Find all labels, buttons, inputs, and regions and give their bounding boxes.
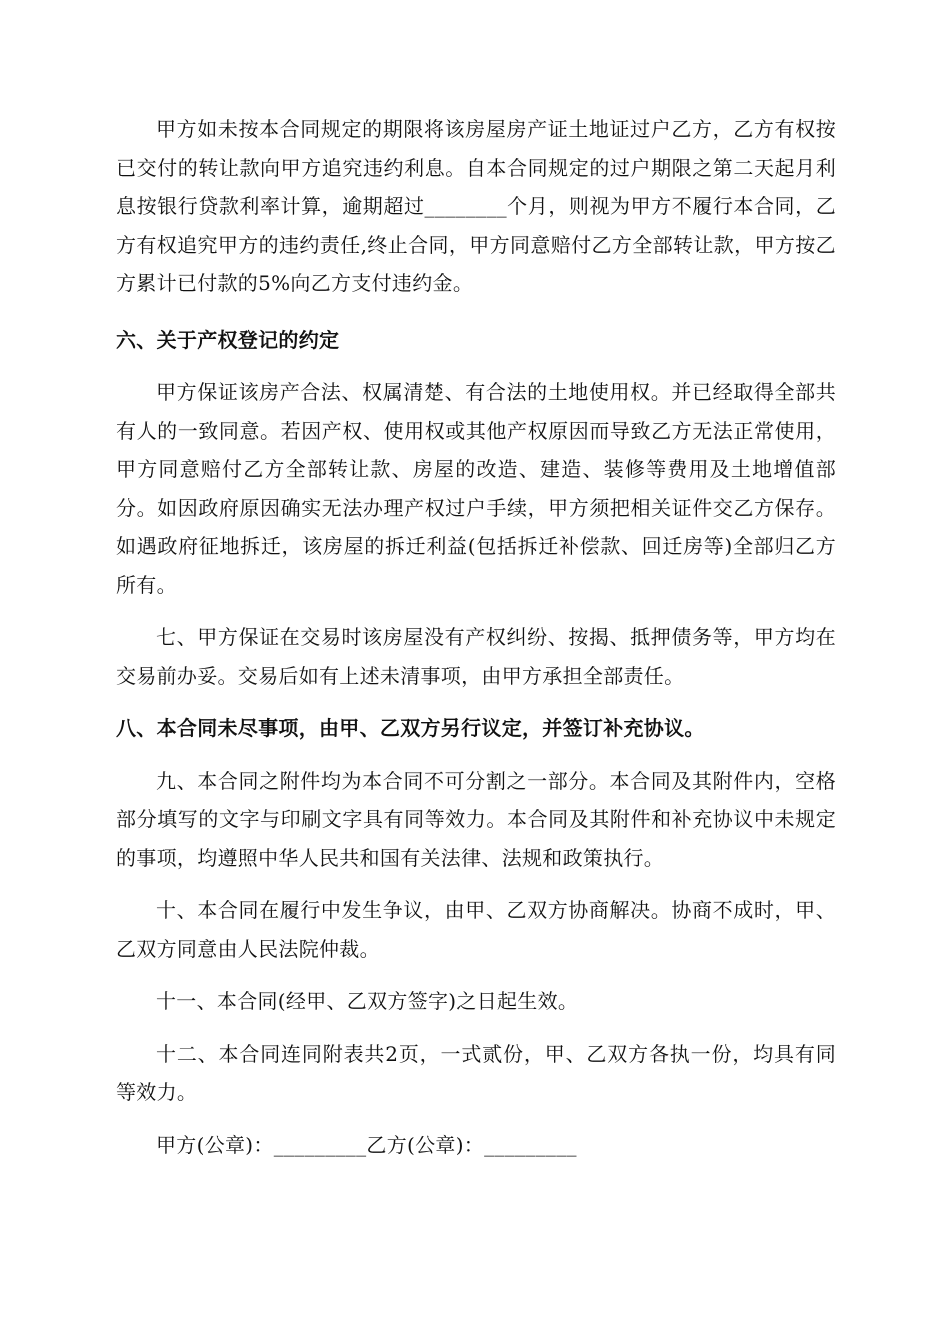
paragraph-section-10: 十、本合同在履行中发生争议，由甲、乙双方协商解决。协商不成时，甲、乙双方同意由人民法院仲裁。 xyxy=(116,898,836,961)
heading-section-8: 八、本合同未尽事项，由甲、乙双方另行议定，并签订补充协议。 xyxy=(116,716,705,740)
paragraph-section-11: 十一、本合同(经甲、乙双方签字)之日起生效。 xyxy=(156,989,579,1013)
heading-section-6: 六、关于产权登记的约定 xyxy=(116,327,340,352)
paragraph-section-9: 九、本合同之附件均为本合同不可分割之一部分。本合同及其附件内，空格部分填写的文字与印刷文字具有同等效力。本合同及其附件和补充协议中未规定的事项，均遵照中华人民共和国有关法律、法规和政策执行。 xyxy=(116,768,836,870)
paragraph-property-rights: 甲方保证该房产合法、权属清楚、有合法的土地使用权。并已经取得全部共有人的一致同意。若因产权、使用权或其他产权原因而导致乙方无法正常使用，甲方同意赔付乙方全部转让款、房屋的改造、建造、装修等费用及土地增值部分。如因政府原因确实无法办理产权过户手续，甲方须把相关证件交乙方保存。如遇政府征地拆迁，该房屋的拆迁利益(包括拆迁补偿款、回迁房等)全部归乙方所有。 xyxy=(116,380,836,597)
paragraph-section-12: 十二、本合同连同附表共2页，一式贰份，甲、乙双方各执一份，均具有同等效力。 xyxy=(116,1041,836,1104)
paragraph-section-7: 七、甲方保证在交易时该房屋没有产权纠纷、按揭、抵押债务等，甲方均在交易前办妥。交易后如有上述未清事项，由甲方承担全部责任。 xyxy=(116,625,836,688)
paragraph-breach-interest: 甲方如未按本合同规定的期限将该房屋房产证土地证过户乙方，乙方有权按已交付的转让款向甲方追究违约利息。自本合同规定的过户期限之第二天起月利息按银行贷款利率计算，逾期超过________个月，则视为甲方不履行本合同，乙方有权追究甲方的违约责任,终止合同，甲方同意赔付乙方全部转让款，甲方按乙方累计已付款的5%向乙方支付违约金。 xyxy=(116,117,836,295)
signature-line: 甲方(公章)：_________乙方(公章)：_________ xyxy=(156,1132,577,1157)
document-page xyxy=(116,110,836,1164)
